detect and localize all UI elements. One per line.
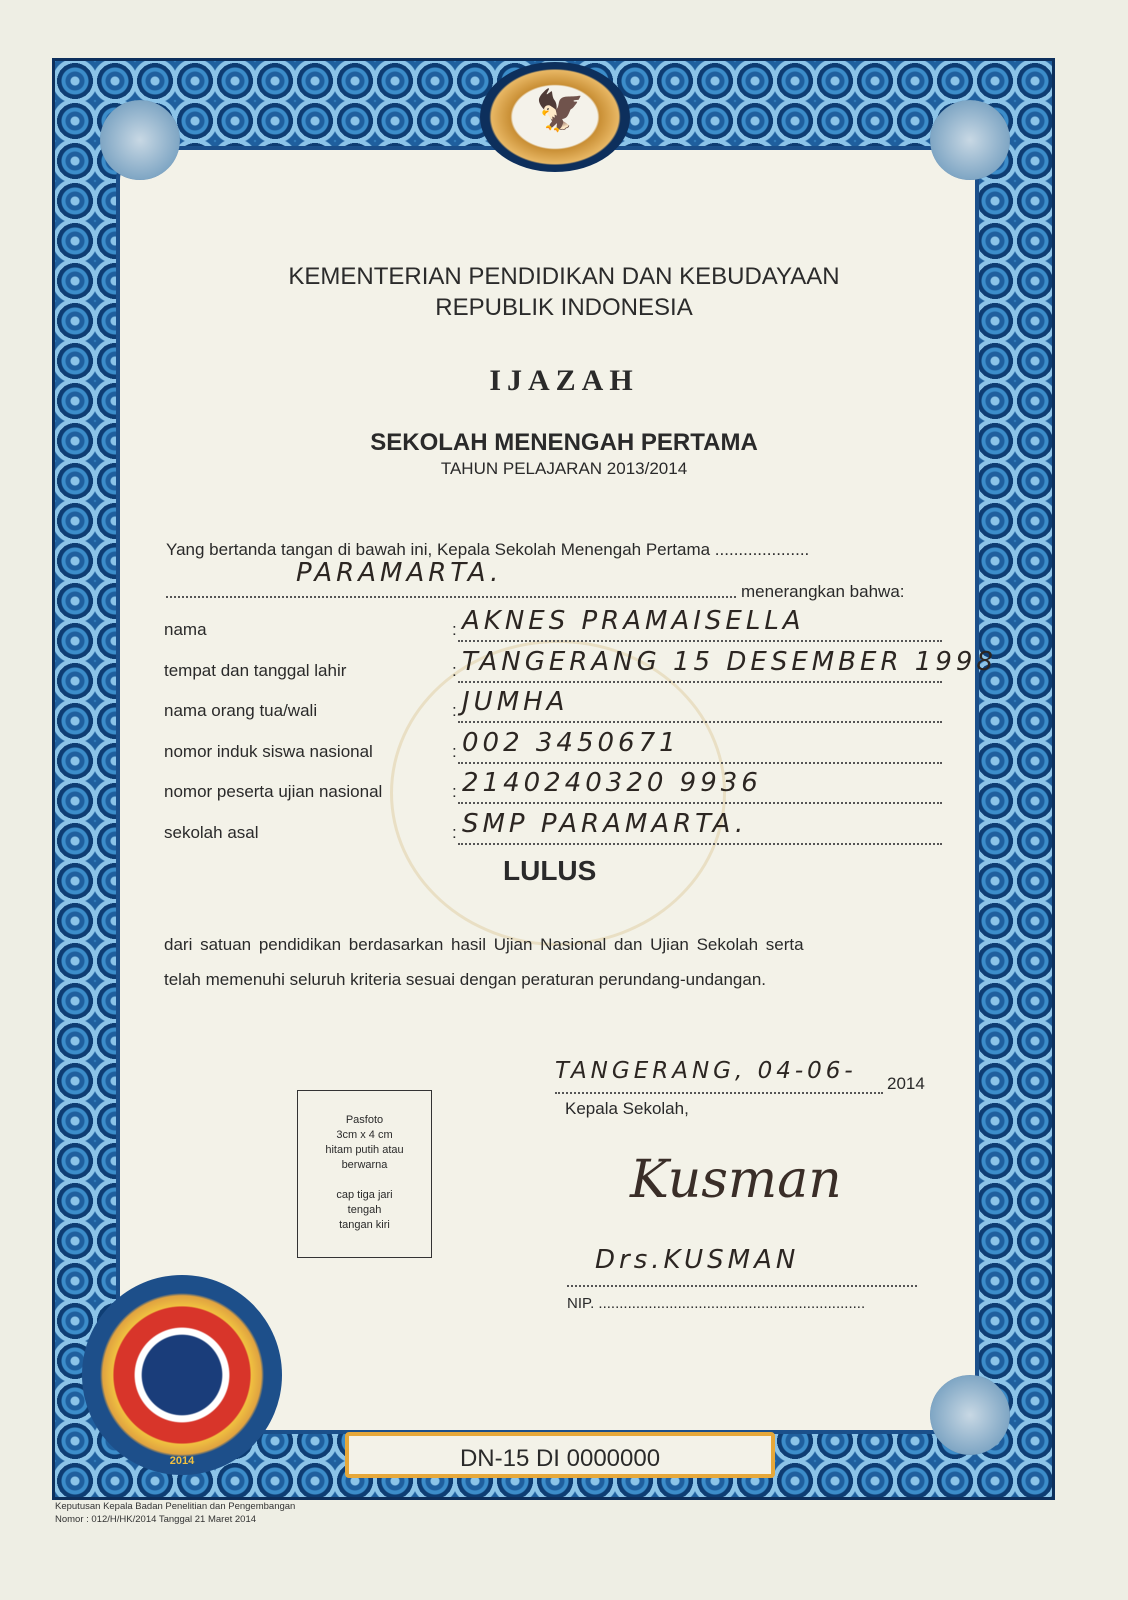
photo-instruction: tangan kiri bbox=[339, 1219, 390, 1231]
place-date-handwritten: TANGERANG, 04-06- bbox=[555, 1058, 857, 1084]
school-name-handwritten: PARAMARTA. bbox=[296, 558, 503, 588]
corner-ornament bbox=[100, 100, 180, 180]
corner-ornament bbox=[930, 1375, 1010, 1455]
photo-instruction: 3cm x 4 cm bbox=[336, 1129, 393, 1141]
field-value-handwritten: 002 3450671 bbox=[462, 727, 680, 758]
field-value-handwritten: SMP PARAMARTA. bbox=[462, 809, 748, 839]
field-label: sekolah asal bbox=[164, 823, 259, 842]
closing-line-1: dari satuan pendidikan berdasarkan hasil Ujian Nasional dan Ujian Sekolah serta bbox=[164, 935, 804, 954]
garuda-emblem-icon: 🦅 bbox=[480, 62, 630, 172]
field-label: tempat dan tanggal lahir bbox=[164, 660, 347, 680]
photo-instruction: tengah bbox=[347, 1204, 382, 1216]
field-value-handwritten: AKNES PRAMAISELLA bbox=[462, 606, 805, 636]
footer-line-1: Keputusan Kepala Badan Penelitian dan Pengembangan bbox=[55, 1501, 296, 1512]
document-title: IJAZAH bbox=[489, 364, 639, 397]
field-label: nomor peserta ujian nasional bbox=[164, 782, 383, 802]
principal-name-handwritten: Drs.KUSMAN bbox=[595, 1245, 800, 1275]
photo-placeholder bbox=[297, 1090, 432, 1258]
result-status: LULUS bbox=[503, 855, 597, 886]
footer-line-2: Nomor : 012/H/HK/2014 Tanggal 21 Maret 2014 bbox=[55, 1514, 257, 1525]
nip-field: NIP. ................................................................ bbox=[567, 1295, 866, 1312]
field-value-handwritten: JUMHA bbox=[462, 687, 569, 718]
corner-ornament bbox=[930, 100, 1010, 180]
country-title: REPUBLIK INDONESIA bbox=[435, 294, 693, 321]
field-label: nama bbox=[164, 620, 207, 639]
intro-suffix: menerangkan bahwa: bbox=[741, 582, 905, 601]
ministry-seal bbox=[82, 1275, 282, 1475]
signature-role: Kepala Sekolah, bbox=[565, 1099, 689, 1118]
photo-instruction bbox=[298, 1173, 431, 1188]
field-colon: : bbox=[452, 660, 457, 680]
photo-instruction: Pasfoto bbox=[345, 1114, 384, 1126]
signature-year: 2014 bbox=[887, 1074, 925, 1093]
field-colon: : bbox=[452, 741, 457, 761]
serial-number: DN-15 DI 0000000 bbox=[345, 1432, 775, 1478]
field-colon: : bbox=[452, 620, 457, 639]
field-label: nama orang tua/wali bbox=[164, 701, 318, 721]
photo-instruction: cap tiga jari bbox=[336, 1189, 393, 1201]
signature-mark: Kusman bbox=[630, 1150, 842, 1210]
field-value-handwritten: 2140240320 9936 bbox=[462, 768, 762, 799]
field-value-handwritten: TANGERANG 15 DESEMBER 1998 bbox=[462, 646, 997, 677]
field-colon: : bbox=[452, 823, 457, 842]
photo-instruction: berwarna bbox=[341, 1159, 388, 1171]
field-colon: : bbox=[452, 782, 457, 802]
photo-instruction: hitam putih atau bbox=[325, 1144, 404, 1156]
closing-line-2: telah memenuhi seluruh kriteria sesuai dengan peraturan perundang-undangan. bbox=[164, 970, 767, 989]
academic-year: TAHUN PELAJARAN 2013/2014 bbox=[440, 459, 688, 478]
field-colon: : bbox=[452, 701, 457, 721]
field-label: nomor induk siswa nasional bbox=[164, 741, 373, 761]
school-level: SEKOLAH MENENGAH PERTAMA bbox=[370, 429, 758, 456]
ministry-title: KEMENTERIAN PENDIDIKAN DAN KEBUDAYAAN bbox=[288, 263, 840, 290]
intro-line: Yang bertanda tangan di bawah ini, Kepala Sekolah Menengah Pertama .................... bbox=[166, 540, 810, 559]
seal-year: 2014 bbox=[169, 1455, 195, 1467]
